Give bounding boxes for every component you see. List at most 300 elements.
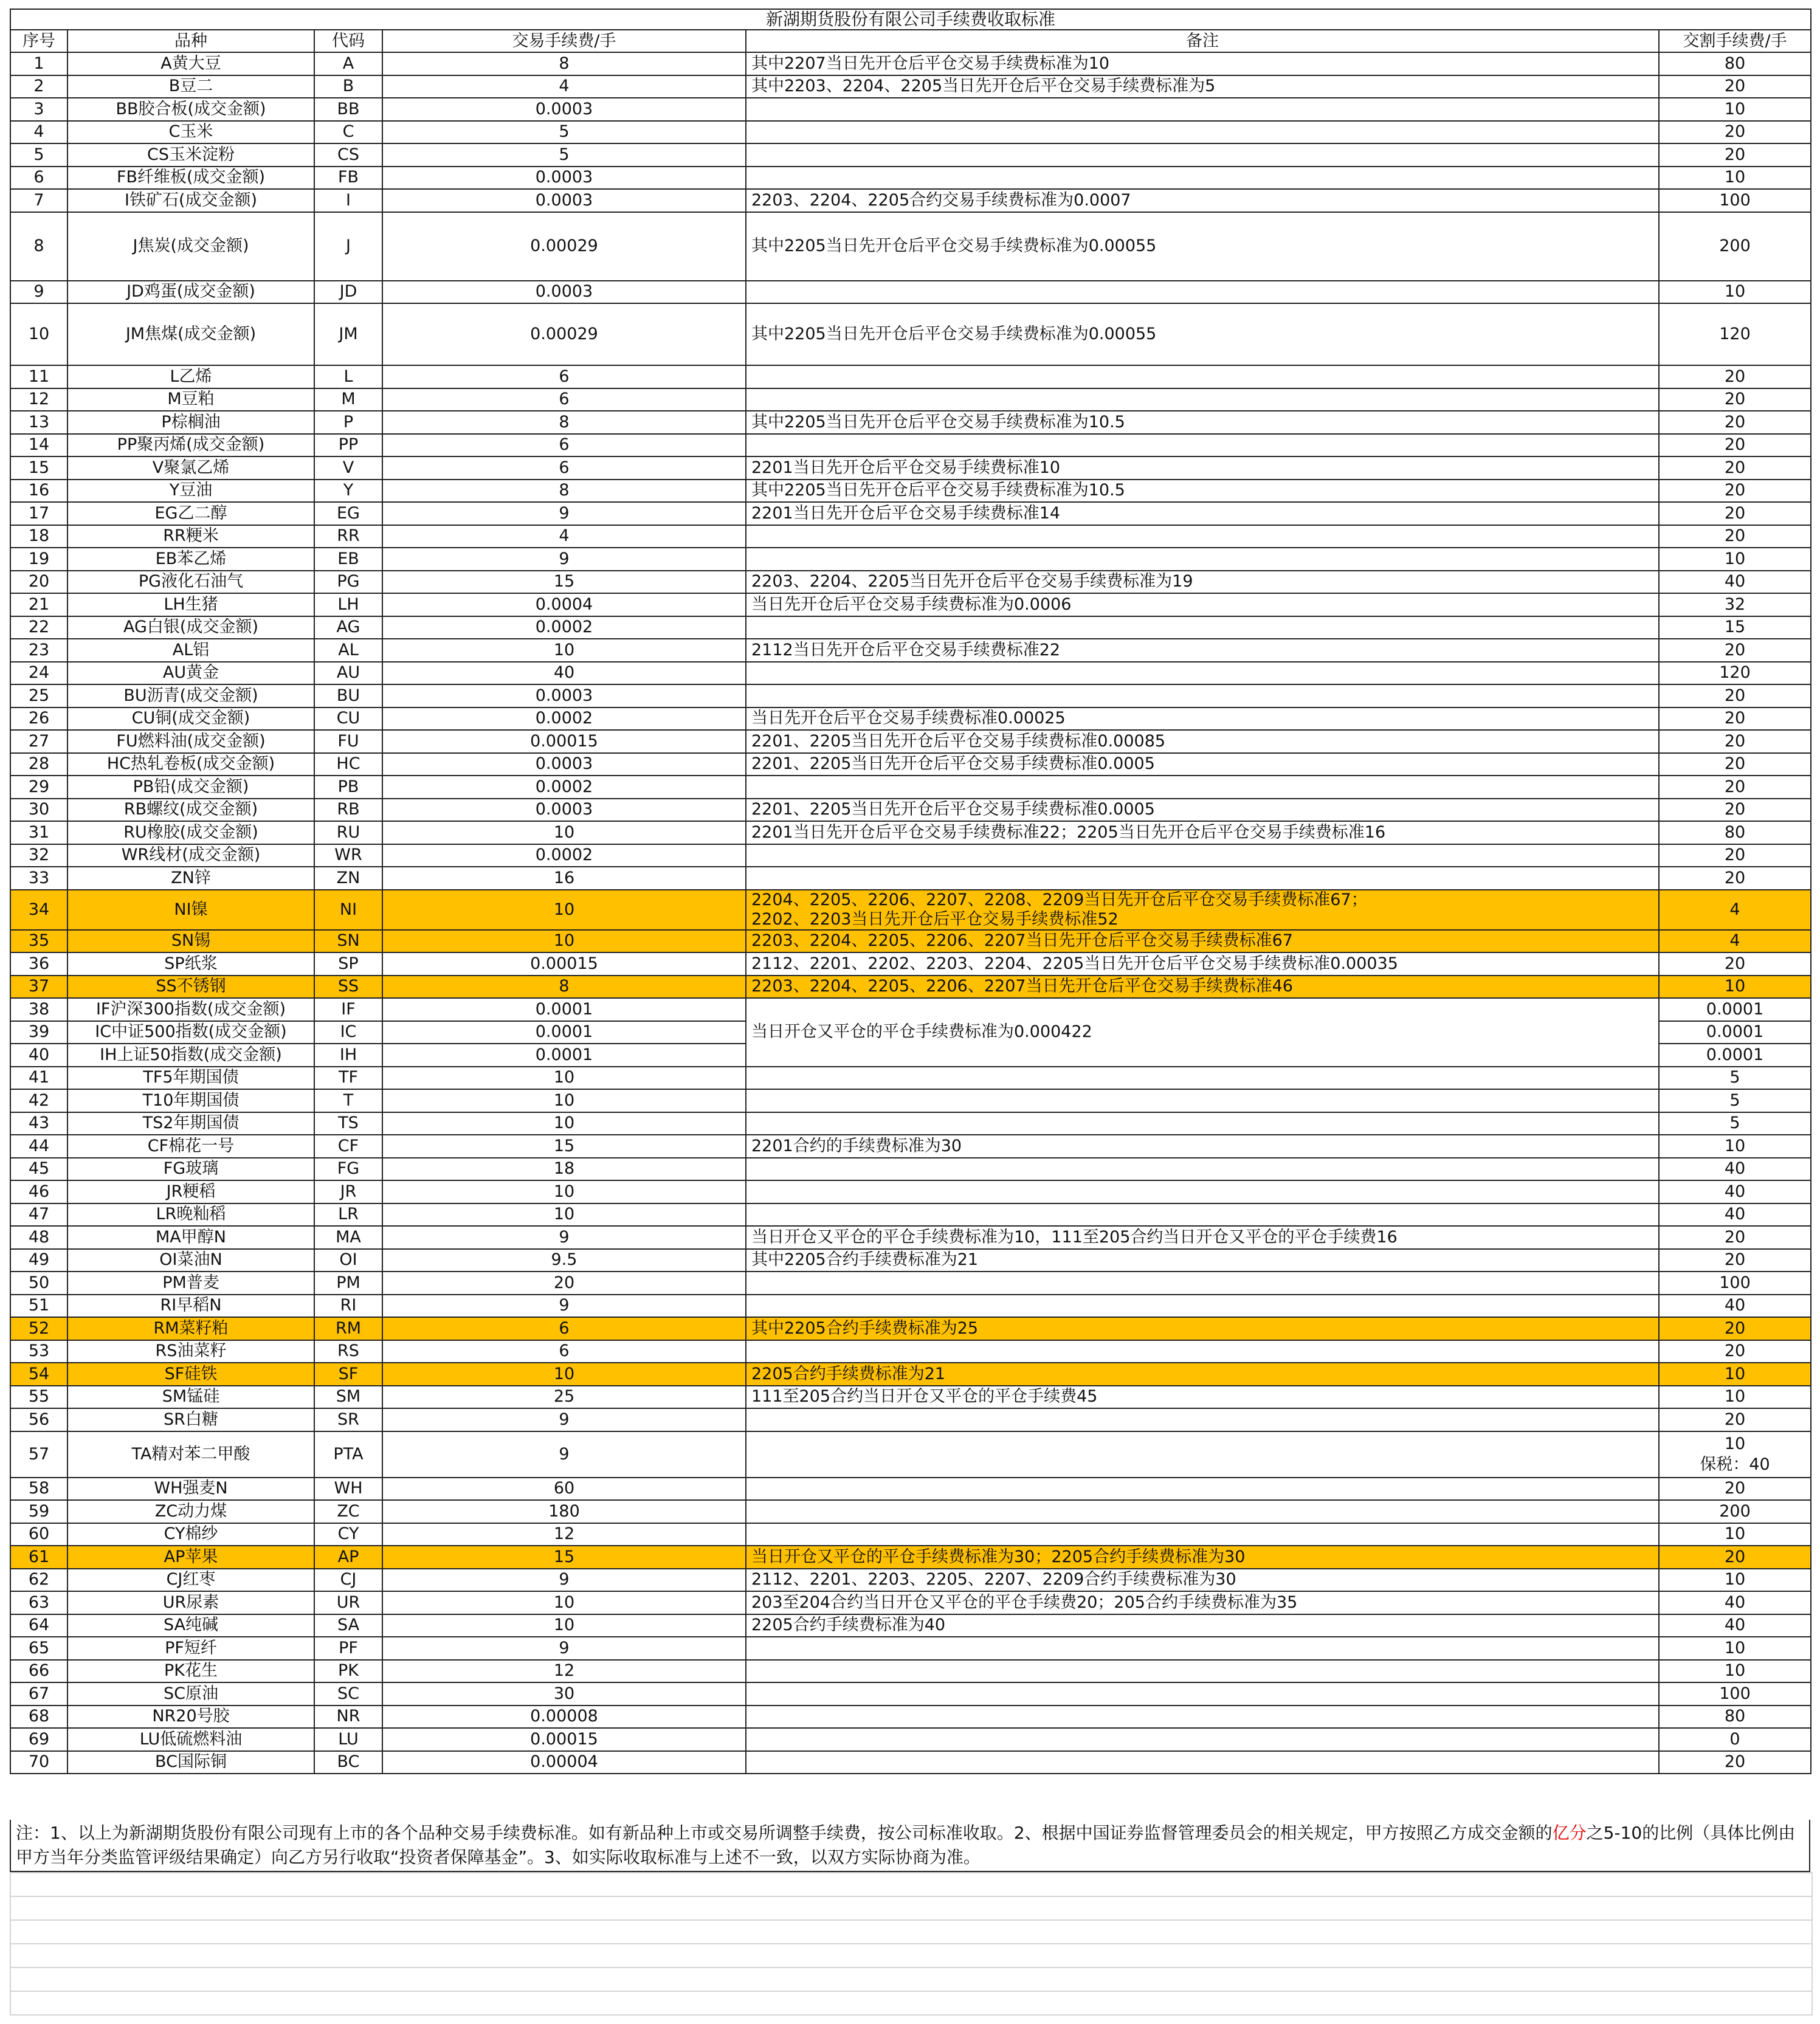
row-number[interactable]: 19 (10, 548, 67, 571)
row-number[interactable]: 56 (10, 1408, 67, 1431)
row-note[interactable] (746, 1067, 1659, 1090)
row-number[interactable]: 70 (10, 1751, 67, 1774)
row-code[interactable]: BB (314, 98, 382, 121)
row-code[interactable]: CU (314, 707, 382, 731)
row-name[interactable]: PP聚丙烯(成交金额) (67, 434, 314, 457)
row-note[interactable] (746, 121, 1659, 144)
row-trade-fee[interactable]: 0.0001 (382, 1044, 746, 1067)
row-name[interactable]: NR20号胶 (67, 1706, 314, 1729)
row-trade-fee[interactable]: 10 (382, 639, 746, 662)
row-note[interactable] (746, 1523, 1659, 1546)
row-trade-fee[interactable]: 6 (382, 365, 746, 388)
row-trade-fee[interactable]: 20 (382, 1272, 746, 1295)
row-name[interactable]: BU沥青(成交金额) (67, 684, 314, 707)
row-code[interactable]: J (314, 212, 382, 281)
row-note[interactable]: 2201、2205当日先开仓后平仓交易手续费标准0.0005 (746, 799, 1659, 822)
row-number[interactable]: 62 (10, 1569, 67, 1592)
row-name[interactable]: AU黄金 (67, 662, 314, 685)
row-delivery-fee[interactable]: 5 (1659, 1067, 1811, 1090)
row-code[interactable]: RI (314, 1295, 382, 1318)
row-code[interactable]: CY (314, 1523, 382, 1546)
row-code[interactable]: ZC (314, 1500, 382, 1523)
row-code[interactable]: V (314, 456, 382, 480)
row-number[interactable]: 12 (10, 388, 67, 411)
row-code[interactable]: LH (314, 593, 382, 616)
row-trade-fee[interactable]: 6 (382, 456, 746, 480)
row-code[interactable]: B (314, 75, 382, 98)
row-code[interactable]: RS (314, 1340, 382, 1363)
row-number[interactable]: 23 (10, 639, 67, 662)
header-delivery[interactable]: 交割手续费/手 (1659, 30, 1811, 52)
row-note[interactable]: 2203、2204、2205合约交易手续费标准为0.0007 (746, 189, 1659, 212)
row-trade-fee[interactable]: 9 (382, 1295, 746, 1318)
row-number[interactable]: 45 (10, 1158, 67, 1181)
row-note[interactable]: 2201、2205当日先开仓后平仓交易手续费标准0.00085 (746, 730, 1659, 753)
row-code[interactable]: PTA (314, 1431, 382, 1478)
row-trade-fee[interactable]: 0.00004 (382, 1751, 746, 1774)
row-delivery-fee[interactable]: 20 (1659, 1408, 1811, 1431)
row-note[interactable]: 2205合约手续费标准为40 (746, 1614, 1659, 1637)
row-delivery-fee[interactable]: 20 (1659, 707, 1811, 731)
row-code[interactable]: NI (314, 890, 382, 930)
row-trade-fee[interactable]: 0.0003 (382, 189, 746, 212)
row-code[interactable]: FG (314, 1158, 382, 1181)
row-note[interactable]: 其中2205当日先开仓后平仓交易手续费标准为10.5 (746, 480, 1659, 503)
row-trade-fee[interactable]: 8 (382, 52, 746, 75)
row-delivery-fee[interactable]: 20 (1659, 502, 1811, 525)
row-note[interactable]: 2201、2205当日先开仓后平仓交易手续费标准0.0005 (746, 753, 1659, 776)
row-trade-fee[interactable]: 9 (382, 1637, 746, 1660)
row-number[interactable]: 7 (10, 189, 67, 212)
row-code[interactable]: WR (314, 844, 382, 867)
row-name[interactable]: SM锰硅 (67, 1386, 314, 1409)
row-delivery-fee[interactable]: 15 (1659, 616, 1811, 639)
row-note[interactable]: 其中2205合约手续费标准为25 (746, 1317, 1659, 1340)
row-code[interactable]: ZN (314, 867, 382, 890)
row-name[interactable]: BB胶合板(成交金额) (67, 98, 314, 121)
footnote[interactable] (10, 1820, 1810, 1872)
row-name[interactable]: IH上证50指数(成交金额) (67, 1044, 314, 1067)
row-trade-fee[interactable]: 10 (382, 821, 746, 844)
row-delivery-fee[interactable]: 20 (1659, 1340, 1811, 1363)
row-delivery-fee[interactable]: 0.0001 (1659, 998, 1811, 1021)
row-delivery-fee[interactable]: 10 (1659, 976, 1811, 999)
row-name[interactable]: NI镍 (67, 890, 314, 930)
row-number[interactable]: 51 (10, 1295, 67, 1318)
row-note[interactable] (746, 1295, 1659, 1318)
row-number[interactable]: 48 (10, 1226, 67, 1249)
row-note[interactable]: 2112、2201、2203、2205、2207、2209合约手续费标准为30 (746, 1569, 1659, 1592)
row-code[interactable]: SF (314, 1363, 382, 1386)
row-trade-fee[interactable]: 0.00015 (382, 952, 746, 976)
row-trade-fee[interactable]: 0.0002 (382, 844, 746, 867)
row-note[interactable] (746, 844, 1659, 867)
row-name[interactable]: SR白糖 (67, 1408, 314, 1431)
row-delivery-fee[interactable]: 200 (1659, 1500, 1811, 1523)
row-number[interactable]: 31 (10, 821, 67, 844)
row-code[interactable]: CS (314, 143, 382, 167)
row-trade-fee[interactable]: 9 (382, 1431, 746, 1478)
row-trade-fee[interactable]: 15 (382, 1546, 746, 1569)
row-number[interactable]: 36 (10, 952, 67, 976)
row-delivery-fee[interactable]: 20 (1659, 776, 1811, 799)
row-delivery-fee[interactable]: 20 (1659, 753, 1811, 776)
row-trade-fee[interactable]: 9 (382, 1569, 746, 1592)
row-name[interactable]: PG液化石油气 (67, 571, 314, 594)
row-note[interactable] (746, 98, 1659, 121)
row-code[interactable]: I (314, 189, 382, 212)
row-trade-fee[interactable]: 9 (382, 502, 746, 525)
row-number[interactable]: 60 (10, 1523, 67, 1546)
row-note[interactable]: 当日开仓又平仓的平仓手续费标准为0.000422 (746, 998, 1659, 1067)
row-name[interactable]: I铁矿石(成交金额) (67, 189, 314, 212)
row-delivery-fee[interactable]: 10 (1659, 548, 1811, 571)
row-number[interactable]: 47 (10, 1203, 67, 1227)
row-note[interactable]: 2204、2205、2206、2207、2208、2209当日先开仓后平仓交易手续费标准67； 2202、2203当日先开仓后平仓交易手续费标准52 (746, 890, 1659, 930)
row-name[interactable]: EG乙二醇 (67, 502, 314, 525)
row-name[interactable]: TF5年期国债 (67, 1067, 314, 1090)
row-name[interactable]: SC原油 (67, 1682, 314, 1706)
row-number[interactable]: 1 (10, 52, 67, 75)
row-number[interactable]: 58 (10, 1478, 67, 1501)
row-note[interactable] (746, 434, 1659, 457)
row-delivery-fee[interactable]: 20 (1659, 799, 1811, 822)
row-delivery-fee[interactable]: 80 (1659, 821, 1811, 844)
row-delivery-fee[interactable]: 4 (1659, 890, 1811, 930)
row-code[interactable]: FU (314, 730, 382, 753)
row-code[interactable]: IF (314, 998, 382, 1021)
row-delivery-fee[interactable]: 10 (1659, 1363, 1811, 1386)
row-number[interactable]: 43 (10, 1112, 67, 1135)
row-delivery-fee[interactable]: 20 (1659, 952, 1811, 976)
row-note[interactable] (746, 143, 1659, 167)
row-delivery-fee[interactable]: 10 (1659, 1569, 1811, 1592)
row-trade-fee[interactable]: 0.0003 (382, 167, 746, 190)
row-number[interactable]: 65 (10, 1637, 67, 1660)
row-note[interactable]: 111至205合约当日开仓又平仓的平仓手续费45 (746, 1386, 1659, 1409)
row-trade-fee[interactable]: 6 (382, 1340, 746, 1363)
row-name[interactable]: PK花生 (67, 1660, 314, 1683)
row-number[interactable]: 21 (10, 593, 67, 616)
row-code[interactable]: UR (314, 1591, 382, 1614)
row-code[interactable]: CJ (314, 1569, 382, 1592)
row-trade-fee[interactable]: 10 (382, 930, 746, 953)
row-note[interactable] (746, 525, 1659, 548)
row-note[interactable]: 其中2203、2204、2205当日先开仓后平仓交易手续费标准为5 (746, 75, 1659, 98)
row-note[interactable] (746, 662, 1659, 685)
row-trade-fee[interactable]: 10 (382, 1203, 746, 1227)
row-number[interactable]: 17 (10, 502, 67, 525)
row-code[interactable]: PK (314, 1660, 382, 1683)
row-code[interactable]: WH (314, 1478, 382, 1501)
row-number[interactable]: 55 (10, 1386, 67, 1409)
row-name[interactable]: UR尿素 (67, 1591, 314, 1614)
row-code[interactable]: LU (314, 1728, 382, 1751)
row-delivery-fee[interactable]: 20 (1659, 639, 1811, 662)
row-trade-fee[interactable]: 10 (382, 890, 746, 930)
row-trade-fee[interactable]: 9 (382, 1408, 746, 1431)
row-code[interactable]: SR (314, 1408, 382, 1431)
row-delivery-fee[interactable]: 10 (1659, 281, 1811, 304)
row-delivery-fee[interactable]: 32 (1659, 593, 1811, 616)
row-note[interactable] (746, 1500, 1659, 1523)
row-number[interactable]: 33 (10, 867, 67, 890)
row-trade-fee[interactable]: 9 (382, 1226, 746, 1249)
row-trade-fee[interactable]: 10 (382, 1112, 746, 1135)
row-delivery-fee[interactable]: 20 (1659, 143, 1811, 167)
row-number[interactable]: 68 (10, 1706, 67, 1729)
row-code[interactable]: AP (314, 1546, 382, 1569)
row-number[interactable]: 26 (10, 707, 67, 731)
row-name[interactable]: RR粳米 (67, 525, 314, 548)
row-name[interactable]: JR粳稻 (67, 1180, 314, 1203)
row-name[interactable]: C玉米 (67, 121, 314, 144)
row-trade-fee[interactable]: 0.0003 (382, 799, 746, 822)
row-name[interactable]: AG白银(成交金额) (67, 616, 314, 639)
row-trade-fee[interactable]: 0.0002 (382, 776, 746, 799)
row-trade-fee[interactable]: 9.5 (382, 1249, 746, 1272)
row-trade-fee[interactable]: 40 (382, 662, 746, 685)
row-code[interactable]: P (314, 411, 382, 434)
row-name[interactable]: OI菜油N (67, 1249, 314, 1272)
row-note[interactable]: 其中2205当日先开仓后平仓交易手续费标准为0.00055 (746, 303, 1659, 365)
row-delivery-fee[interactable]: 20 (1659, 1226, 1811, 1249)
row-delivery-fee[interactable]: 0 (1659, 1728, 1811, 1751)
row-trade-fee[interactable]: 8 (382, 411, 746, 434)
row-code[interactable]: JM (314, 303, 382, 365)
row-trade-fee[interactable]: 6 (382, 388, 746, 411)
row-number[interactable]: 4 (10, 121, 67, 144)
row-delivery-fee[interactable]: 20 (1659, 388, 1811, 411)
row-code[interactable]: PF (314, 1637, 382, 1660)
row-trade-fee[interactable]: 15 (382, 571, 746, 594)
row-delivery-fee[interactable]: 120 (1659, 662, 1811, 685)
row-delivery-fee[interactable]: 40 (1659, 1203, 1811, 1227)
row-note[interactable] (746, 1682, 1659, 1706)
row-trade-fee[interactable]: 10 (382, 1363, 746, 1386)
row-name[interactable]: L乙烯 (67, 365, 314, 388)
row-code[interactable]: RU (314, 821, 382, 844)
row-code[interactable]: PG (314, 571, 382, 594)
row-trade-fee[interactable]: 60 (382, 1478, 746, 1501)
row-number[interactable]: 13 (10, 411, 67, 434)
row-number[interactable]: 34 (10, 890, 67, 930)
row-trade-fee[interactable]: 0.0003 (382, 753, 746, 776)
row-trade-fee[interactable]: 16 (382, 867, 746, 890)
row-name[interactable]: IF沪深300指数(成交金额) (67, 998, 314, 1021)
row-note[interactable]: 其中2205合约手续费标准为21 (746, 1249, 1659, 1272)
row-note[interactable] (746, 616, 1659, 639)
row-code[interactable]: SA (314, 1614, 382, 1637)
row-delivery-fee[interactable]: 10 (1659, 98, 1811, 121)
row-note[interactable]: 2203、2204、2205、2206、2207当日先开仓后平仓交易手续费标准46 (746, 976, 1659, 999)
row-code[interactable]: PP (314, 434, 382, 457)
row-number[interactable]: 69 (10, 1728, 67, 1751)
row-trade-fee[interactable]: 9 (382, 548, 746, 571)
row-trade-fee[interactable]: 25 (382, 1386, 746, 1409)
row-note[interactable]: 当日先开仓后平仓交易手续费标准0.00025 (746, 707, 1659, 731)
row-note[interactable] (746, 1180, 1659, 1203)
row-code[interactable]: FB (314, 167, 382, 190)
row-number[interactable]: 8 (10, 212, 67, 281)
row-note[interactable] (746, 1728, 1659, 1751)
row-delivery-fee[interactable]: 20 (1659, 121, 1811, 144)
row-name[interactable]: JD鸡蛋(成交金额) (67, 281, 314, 304)
row-note[interactable]: 2203、2204、2205当日先开仓后平仓交易手续费标准为19 (746, 571, 1659, 594)
row-name[interactable]: TA精对苯二甲酸 (67, 1431, 314, 1478)
row-number[interactable]: 39 (10, 1021, 67, 1044)
row-name[interactable]: P棕榈油 (67, 411, 314, 434)
row-delivery-fee[interactable]: 20 (1659, 365, 1811, 388)
row-number[interactable]: 42 (10, 1089, 67, 1112)
row-note[interactable]: 其中2207当日先开仓后平仓交易手续费标准为10 (746, 52, 1659, 75)
row-number[interactable]: 52 (10, 1317, 67, 1340)
row-trade-fee[interactable]: 5 (382, 143, 746, 167)
row-name[interactable]: RM菜籽粕 (67, 1317, 314, 1340)
row-note[interactable] (746, 1637, 1659, 1660)
row-code[interactable]: MA (314, 1226, 382, 1249)
row-trade-fee[interactable]: 180 (382, 1500, 746, 1523)
row-code[interactable]: IH (314, 1044, 382, 1067)
row-delivery-fee[interactable]: 40 (1659, 1295, 1811, 1318)
row-number[interactable]: 32 (10, 844, 67, 867)
row-name[interactable]: PF短纤 (67, 1637, 314, 1660)
row-trade-fee[interactable]: 8 (382, 480, 746, 503)
row-note[interactable] (746, 1408, 1659, 1431)
row-name[interactable]: RB螺纹(成交金额) (67, 799, 314, 822)
row-delivery-fee[interactable]: 5 (1659, 1112, 1811, 1135)
row-number[interactable]: 44 (10, 1135, 67, 1158)
row-number[interactable]: 63 (10, 1591, 67, 1614)
row-code[interactable]: TF (314, 1067, 382, 1090)
row-name[interactable]: B豆二 (67, 75, 314, 98)
row-code[interactable]: RR (314, 525, 382, 548)
header-code[interactable]: 代码 (314, 30, 382, 52)
row-number[interactable]: 54 (10, 1363, 67, 1386)
row-number[interactable]: 24 (10, 662, 67, 685)
row-name[interactable]: AP苹果 (67, 1546, 314, 1569)
row-note[interactable] (746, 1158, 1659, 1181)
row-number[interactable]: 9 (10, 281, 67, 304)
row-delivery-fee[interactable]: 40 (1659, 1158, 1811, 1181)
row-trade-fee[interactable]: 10 (382, 1067, 746, 1090)
row-delivery-fee[interactable]: 20 (1659, 867, 1811, 890)
row-note[interactable]: 2201当日先开仓后平仓交易手续费标准14 (746, 502, 1659, 525)
row-name[interactable]: WR线材(成交金额) (67, 844, 314, 867)
row-trade-fee[interactable]: 30 (382, 1682, 746, 1706)
row-note[interactable] (746, 365, 1659, 388)
row-name[interactable]: TS2年期国债 (67, 1112, 314, 1135)
row-note[interactable] (746, 388, 1659, 411)
row-note[interactable]: 当日开仓又平仓的平仓手续费标准为10，111至205合约当日开仓又平仓的平仓手续费16 (746, 1226, 1659, 1249)
row-trade-fee[interactable]: 10 (382, 1591, 746, 1614)
row-note[interactable]: 2201当日先开仓后平仓交易手续费标准22；2205当日先开仓后平仓交易手续费标准16 (746, 821, 1659, 844)
row-name[interactable]: M豆粕 (67, 388, 314, 411)
header-fee[interactable]: 交易手续费/手 (382, 30, 746, 52)
row-code[interactable]: Y (314, 480, 382, 503)
row-name[interactable]: RI早稻N (67, 1295, 314, 1318)
row-delivery-fee[interactable]: 10 (1659, 167, 1811, 190)
row-name[interactable]: ZN锌 (67, 867, 314, 890)
row-name[interactable]: CS玉米淀粉 (67, 143, 314, 167)
row-note[interactable] (746, 684, 1659, 707)
row-trade-fee[interactable]: 18 (382, 1158, 746, 1181)
row-number[interactable]: 28 (10, 753, 67, 776)
row-note[interactable] (746, 1478, 1659, 1501)
row-delivery-fee[interactable]: 20 (1659, 480, 1811, 503)
header-no[interactable]: 序号 (10, 30, 67, 52)
row-note[interactable]: 其中2205当日先开仓后平仓交易手续费标准为10.5 (746, 411, 1659, 434)
row-delivery-fee[interactable]: 20 (1659, 1478, 1811, 1501)
row-trade-fee[interactable]: 6 (382, 434, 746, 457)
row-name[interactable]: V聚氯乙烯 (67, 456, 314, 480)
row-number[interactable]: 67 (10, 1682, 67, 1706)
row-code[interactable]: IC (314, 1021, 382, 1044)
row-trade-fee[interactable]: 6 (382, 1317, 746, 1340)
row-code[interactable]: AG (314, 616, 382, 639)
row-note[interactable]: 当日先开仓后平仓交易手续费标准为0.0006 (746, 593, 1659, 616)
row-name[interactable]: SA纯碱 (67, 1614, 314, 1637)
row-name[interactable]: PM普麦 (67, 1272, 314, 1295)
row-code[interactable]: SM (314, 1386, 382, 1409)
row-delivery-fee[interactable]: 20 (1659, 525, 1811, 548)
row-delivery-fee[interactable]: 100 (1659, 1682, 1811, 1706)
row-note[interactable] (746, 1272, 1659, 1295)
row-delivery-fee[interactable]: 20 (1659, 844, 1811, 867)
row-number[interactable]: 66 (10, 1660, 67, 1683)
row-number[interactable]: 18 (10, 525, 67, 548)
row-code[interactable]: A (314, 52, 382, 75)
row-number[interactable]: 16 (10, 480, 67, 503)
row-delivery-fee[interactable]: 20 (1659, 684, 1811, 707)
row-delivery-fee[interactable]: 80 (1659, 52, 1811, 75)
row-name[interactable]: SP纸浆 (67, 952, 314, 976)
row-code[interactable]: HC (314, 753, 382, 776)
row-note[interactable] (746, 776, 1659, 799)
sheet-title[interactable]: 新湖期货股份有限公司手续费收取标准 (10, 9, 1811, 30)
row-code[interactable]: LR (314, 1203, 382, 1227)
row-number[interactable]: 49 (10, 1249, 67, 1272)
row-trade-fee[interactable]: 5 (382, 121, 746, 144)
row-trade-fee[interactable]: 0.0001 (382, 998, 746, 1021)
row-trade-fee[interactable]: 0.00015 (382, 730, 746, 753)
row-note[interactable]: 当日开仓又平仓的平仓手续费标准为30；2205合约手续费标准为30 (746, 1546, 1659, 1569)
row-name[interactable]: SN锡 (67, 930, 314, 953)
row-trade-fee[interactable]: 0.0003 (382, 281, 746, 304)
row-delivery-fee[interactable]: 20 (1659, 75, 1811, 98)
row-trade-fee[interactable]: 4 (382, 75, 746, 98)
row-delivery-fee[interactable]: 120 (1659, 303, 1811, 365)
row-name[interactable]: WH强麦N (67, 1478, 314, 1501)
row-number[interactable]: 38 (10, 998, 67, 1021)
row-trade-fee[interactable]: 10 (382, 1180, 746, 1203)
row-note[interactable]: 2203、2204、2205、2206、2207当日先开仓后平仓交易手续费标准67 (746, 930, 1659, 953)
row-code[interactable]: JD (314, 281, 382, 304)
row-delivery-fee[interactable] (1659, 1431, 1811, 1478)
row-delivery-fee[interactable]: 4 (1659, 930, 1811, 953)
row-note[interactable] (746, 1203, 1659, 1227)
row-note[interactable]: 2112当日先开仓后平仓交易手续费标准22 (746, 639, 1659, 662)
row-number[interactable]: 10 (10, 303, 67, 365)
row-number[interactable]: 57 (10, 1431, 67, 1478)
row-delivery-fee[interactable]: 20 (1659, 1546, 1811, 1569)
row-code[interactable]: SS (314, 976, 382, 999)
row-note[interactable] (746, 167, 1659, 190)
row-trade-fee[interactable]: 0.00008 (382, 1706, 746, 1729)
header-note[interactable]: 备注 (746, 30, 1659, 52)
row-trade-fee[interactable]: 15 (382, 1135, 746, 1158)
row-delivery-fee[interactable]: 40 (1659, 571, 1811, 594)
